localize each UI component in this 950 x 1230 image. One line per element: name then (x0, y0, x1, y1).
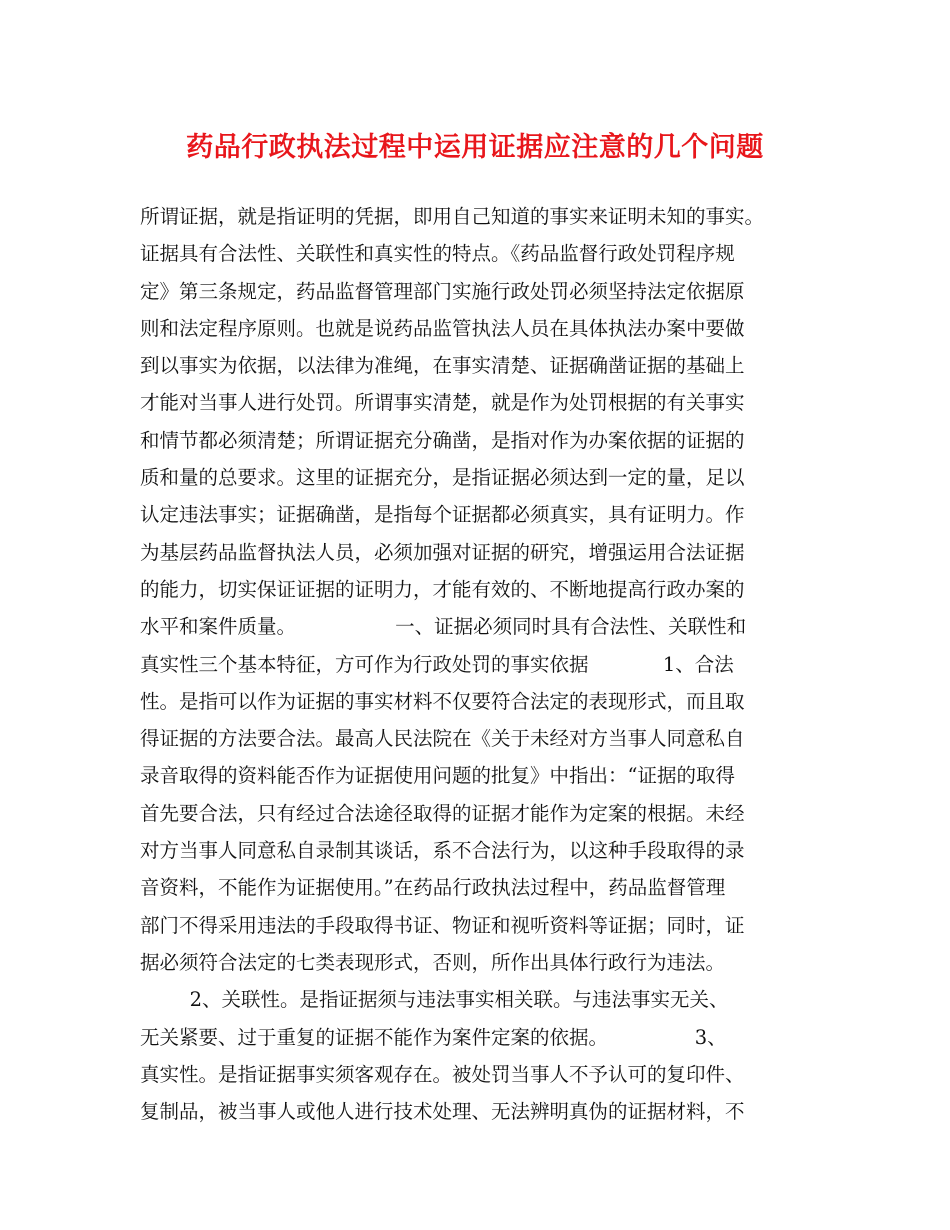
text-line: 才能对当事人进行处罚。所谓事实清楚，就是作为处罚根据的有关事实 (140, 391, 745, 415)
document-body (140, 198, 840, 1130)
text-line: 和情节都必须清楚；所谓证据充分确凿，是指对作为办案依据的证据的 (140, 428, 745, 452)
text-line: 则和法定程序原则。也就是说药品监管执法人员在具体执法办案中要做 (140, 316, 745, 340)
text-line: 为基层药品监督执法人员，必须加强对证据的研究，增强运用合法证据 (140, 540, 745, 564)
text-line: 无关紧要、过于重复的证据不能作为案件定案的依据。 3、 (140, 1025, 727, 1049)
text-line: 真实性三个基本特征，方可作为行政处罚的事实依据 1、合法 (140, 652, 734, 676)
text-line: 得证据的方法要合法。最高人民法院在《关于未经对方当事人同意私自 (140, 727, 745, 751)
text-line: 真实性。是指证据事实须客观存在。被处罚当事人不予认可的复印件、 (140, 1062, 745, 1086)
text-line: 据必须符合法定的七类表现形式，否则，所作出具体行政行为违法。 (140, 950, 726, 974)
text-line: 到以事实为依据，以法律为准绳，在事实清楚、证据确凿证据的基础上 (140, 354, 745, 378)
text-line: 定》第三条规定，药品监督管理部门实施行政处罚必须坚持法定依据原 (140, 279, 745, 303)
text-line: 复制品，被当事人或他人进行技术处理、无法辨明真伪的证据材料，不 (140, 1100, 745, 1124)
text-line: 部门不得采用违法的手段取得书证、物证和视听资料等证据；同时，证 (140, 913, 745, 937)
text-line: 2、关联性。是指证据须与违法事实相关联。与违法事实无关、 (140, 988, 729, 1012)
text-line: 音资料，不能作为证据使用。”在药品行政执法过程中，药品监督管理 (140, 876, 726, 900)
text-line: 首先要合法，只有经过合法途径取得的证据才能作为定案的根据。未经 (140, 801, 745, 825)
text-line: 对方当事人同意私自录制其谈话，系不合法行为，以这种手段取得的录 (140, 839, 745, 863)
text-line: 性。是指可以作为证据的事实材料不仅要符合法定的表现形式，而且取 (140, 689, 745, 713)
text-line: 录音取得的资料能否作为证据使用问题的批复》中指出：“证据的取得 (140, 764, 735, 788)
text-line: 质和量的总要求。这里的证据充分，是指证据必须达到一定的量，足以 (140, 466, 745, 490)
document-title: 药品行政执法过程中运用证据应注意的几个问题 (186, 132, 764, 163)
text-line: 认定违法事实；证据确凿，是指每个证据都必须真实，具有证明力。作 (140, 503, 745, 527)
text-line: 的能力，切实保证证据的证明力，才能有效的、不断地提高行政办案的 (140, 577, 745, 601)
text-line: 水平和案件质量。 一、证据必须同时具有合法性、关联性和 (140, 615, 747, 639)
text-line: 证据具有合法性、关联性和真实性的特点。《药品监督行政处罚程序规 (140, 242, 735, 266)
text-line: 所谓证据，就是指证明的凭据，即用自己知道的事实来证明未知的事实。 (140, 205, 765, 228)
